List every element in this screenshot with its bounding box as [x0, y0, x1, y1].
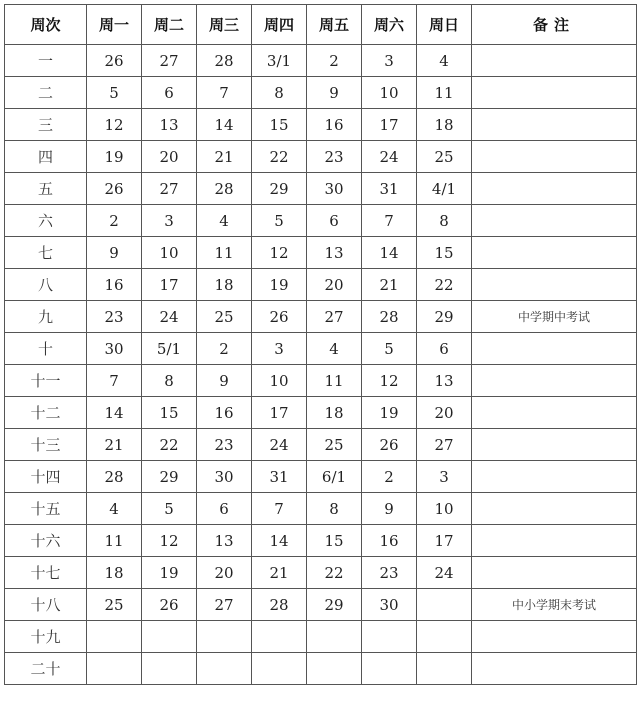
table-row [5, 109, 637, 141]
date-cell: 25 [417, 141, 472, 173]
table-body [5, 45, 637, 685]
date-cell: 18 [417, 109, 472, 141]
date-cell: 31 [362, 173, 417, 205]
date-cell: 24 [142, 301, 197, 333]
date-cell: 4 [87, 493, 142, 525]
date-cell: 4 [197, 205, 252, 237]
date-cell: 26 [87, 173, 142, 205]
date-cell: 18 [307, 397, 362, 429]
note-cell [472, 141, 637, 173]
note-cell [472, 333, 637, 365]
date-cell [252, 653, 307, 685]
date-cell: 8 [252, 77, 307, 109]
date-cell: 4 [417, 45, 472, 77]
date-cell: 26 [142, 589, 197, 621]
note-cell [472, 365, 637, 397]
note-cell [472, 621, 637, 653]
date-cell: 2 [87, 205, 142, 237]
date-cell: 2 [307, 45, 362, 77]
date-cell: 30 [197, 461, 252, 493]
date-cell: 4 [307, 333, 362, 365]
date-cell: 21 [87, 429, 142, 461]
date-cell: 24 [417, 557, 472, 589]
date-cell: 28 [252, 589, 307, 621]
date-cell: 17 [417, 525, 472, 557]
table-row [5, 493, 637, 525]
date-cell [417, 653, 472, 685]
date-cell: 3/1 [252, 45, 307, 77]
date-cell: 5/1 [142, 333, 197, 365]
week-number-cell: 三 [5, 109, 87, 141]
date-cell: 13 [417, 365, 472, 397]
table-row [5, 301, 637, 333]
date-cell: 28 [87, 461, 142, 493]
table-row [5, 237, 637, 269]
date-cell [197, 653, 252, 685]
note-cell [472, 653, 637, 685]
date-cell: 17 [252, 397, 307, 429]
table-header [5, 5, 637, 45]
date-cell: 30 [307, 173, 362, 205]
date-cell: 23 [197, 429, 252, 461]
date-cell: 7 [197, 77, 252, 109]
date-cell: 12 [142, 525, 197, 557]
date-cell: 5 [362, 333, 417, 365]
date-cell: 19 [87, 141, 142, 173]
date-cell: 30 [87, 333, 142, 365]
date-cell [362, 653, 417, 685]
date-cell: 2 [197, 333, 252, 365]
date-cell: 15 [417, 237, 472, 269]
date-cell: 9 [362, 493, 417, 525]
date-cell: 19 [362, 397, 417, 429]
date-cell: 16 [362, 525, 417, 557]
date-cell: 11 [417, 77, 472, 109]
note-cell [472, 237, 637, 269]
header-day: 周日 [417, 5, 472, 45]
date-cell: 29 [142, 461, 197, 493]
note-cell [472, 45, 637, 77]
date-cell: 10 [252, 365, 307, 397]
date-cell: 29 [417, 301, 472, 333]
date-cell: 18 [87, 557, 142, 589]
date-cell: 6 [142, 77, 197, 109]
school-calendar [4, 4, 636, 685]
date-cell [307, 653, 362, 685]
date-cell: 22 [252, 141, 307, 173]
date-cell: 8 [417, 205, 472, 237]
date-cell: 19 [252, 269, 307, 301]
week-number-cell: 一 [5, 45, 87, 77]
date-cell: 27 [197, 589, 252, 621]
date-cell: 12 [252, 237, 307, 269]
date-cell: 18 [197, 269, 252, 301]
date-cell [417, 621, 472, 653]
note-cell [472, 109, 637, 141]
date-cell: 28 [197, 173, 252, 205]
date-cell [252, 621, 307, 653]
date-cell: 14 [197, 109, 252, 141]
date-cell: 21 [197, 141, 252, 173]
week-number-cell: 二 [5, 77, 87, 109]
date-cell: 23 [87, 301, 142, 333]
week-number-cell: 十七 [5, 557, 87, 589]
table-row [5, 269, 637, 301]
note-cell [472, 77, 637, 109]
date-cell: 21 [362, 269, 417, 301]
date-cell: 14 [87, 397, 142, 429]
date-cell: 3 [142, 205, 197, 237]
date-cell: 15 [142, 397, 197, 429]
date-cell: 17 [142, 269, 197, 301]
date-cell: 7 [362, 205, 417, 237]
date-cell: 25 [87, 589, 142, 621]
date-cell: 22 [417, 269, 472, 301]
header-day: 周五 [307, 5, 362, 45]
week-number-cell: 二十 [5, 653, 87, 685]
date-cell: 3 [362, 45, 417, 77]
date-cell: 8 [307, 493, 362, 525]
date-cell: 6/1 [307, 461, 362, 493]
table-row [5, 557, 637, 589]
date-cell: 29 [307, 589, 362, 621]
date-cell: 25 [307, 429, 362, 461]
date-cell [307, 621, 362, 653]
date-cell: 16 [87, 269, 142, 301]
date-cell: 15 [252, 109, 307, 141]
date-cell: 14 [252, 525, 307, 557]
header-day: 周二 [142, 5, 197, 45]
note-cell [472, 173, 637, 205]
table-row [5, 333, 637, 365]
note-cell: 中小学期末考试 [472, 589, 637, 621]
date-cell: 14 [362, 237, 417, 269]
date-cell: 29 [252, 173, 307, 205]
date-cell: 3 [252, 333, 307, 365]
date-cell: 12 [362, 365, 417, 397]
table-row [5, 397, 637, 429]
table-row [5, 141, 637, 173]
date-cell: 5 [252, 205, 307, 237]
date-cell: 11 [197, 237, 252, 269]
date-cell: 5 [142, 493, 197, 525]
header-day: 周一 [87, 5, 142, 45]
note-cell [472, 269, 637, 301]
date-cell: 30 [362, 589, 417, 621]
date-cell [417, 589, 472, 621]
date-cell: 4/1 [417, 173, 472, 205]
table-row [5, 621, 637, 653]
date-cell: 16 [307, 109, 362, 141]
date-cell: 15 [307, 525, 362, 557]
date-cell: 10 [417, 493, 472, 525]
week-number-cell: 八 [5, 269, 87, 301]
note-cell [472, 493, 637, 525]
date-cell: 23 [362, 557, 417, 589]
week-number-cell: 七 [5, 237, 87, 269]
header-row [5, 5, 637, 45]
date-cell [142, 653, 197, 685]
date-cell: 10 [142, 237, 197, 269]
table-row [5, 461, 637, 493]
calendar-table [4, 4, 637, 685]
note-cell [472, 461, 637, 493]
date-cell [87, 653, 142, 685]
date-cell: 11 [307, 365, 362, 397]
week-number-cell: 五 [5, 173, 87, 205]
week-number-cell: 十二 [5, 397, 87, 429]
date-cell: 20 [197, 557, 252, 589]
date-cell: 6 [197, 493, 252, 525]
date-cell: 24 [362, 141, 417, 173]
date-cell: 11 [87, 525, 142, 557]
date-cell: 20 [142, 141, 197, 173]
week-number-cell: 十四 [5, 461, 87, 493]
date-cell: 28 [197, 45, 252, 77]
date-cell: 9 [87, 237, 142, 269]
week-number-cell: 十八 [5, 589, 87, 621]
week-number-cell: 四 [5, 141, 87, 173]
date-cell: 3 [417, 461, 472, 493]
date-cell: 9 [197, 365, 252, 397]
table-row [5, 45, 637, 77]
date-cell: 27 [417, 429, 472, 461]
note-cell [472, 205, 637, 237]
date-cell: 27 [142, 45, 197, 77]
table-row [5, 589, 637, 621]
table-row [5, 365, 637, 397]
week-number-cell: 九 [5, 301, 87, 333]
date-cell: 20 [307, 269, 362, 301]
date-cell: 6 [307, 205, 362, 237]
date-cell: 7 [87, 365, 142, 397]
date-cell: 24 [252, 429, 307, 461]
date-cell: 25 [197, 301, 252, 333]
date-cell: 9 [307, 77, 362, 109]
date-cell: 28 [362, 301, 417, 333]
note-cell: 中学期中考试 [472, 301, 637, 333]
table-row [5, 525, 637, 557]
date-cell: 12 [87, 109, 142, 141]
date-cell: 22 [307, 557, 362, 589]
date-cell [142, 621, 197, 653]
week-number-cell: 十五 [5, 493, 87, 525]
header-note: 备注 [472, 5, 637, 45]
table-row [5, 77, 637, 109]
date-cell: 27 [307, 301, 362, 333]
date-cell [87, 621, 142, 653]
note-cell [472, 429, 637, 461]
table-row [5, 653, 637, 685]
header-day: 周六 [362, 5, 417, 45]
table-row [5, 173, 637, 205]
header-day: 周四 [252, 5, 307, 45]
date-cell: 5 [87, 77, 142, 109]
date-cell: 27 [142, 173, 197, 205]
note-cell [472, 557, 637, 589]
date-cell: 16 [197, 397, 252, 429]
date-cell: 26 [87, 45, 142, 77]
date-cell: 8 [142, 365, 197, 397]
date-cell: 13 [142, 109, 197, 141]
date-cell: 17 [362, 109, 417, 141]
table-row [5, 205, 637, 237]
date-cell [362, 621, 417, 653]
week-number-cell: 十九 [5, 621, 87, 653]
week-number-cell: 十一 [5, 365, 87, 397]
date-cell: 20 [417, 397, 472, 429]
week-number-cell: 十三 [5, 429, 87, 461]
week-number-cell: 六 [5, 205, 87, 237]
date-cell: 2 [362, 461, 417, 493]
date-cell: 26 [362, 429, 417, 461]
header-week: 周次 [5, 5, 87, 45]
date-cell: 19 [142, 557, 197, 589]
date-cell: 22 [142, 429, 197, 461]
date-cell: 6 [417, 333, 472, 365]
date-cell: 21 [252, 557, 307, 589]
date-cell: 7 [252, 493, 307, 525]
date-cell: 31 [252, 461, 307, 493]
date-cell: 10 [362, 77, 417, 109]
date-cell: 23 [307, 141, 362, 173]
date-cell: 13 [307, 237, 362, 269]
note-cell [472, 397, 637, 429]
date-cell: 13 [197, 525, 252, 557]
date-cell [197, 621, 252, 653]
week-number-cell: 十 [5, 333, 87, 365]
table-row [5, 429, 637, 461]
week-number-cell: 十六 [5, 525, 87, 557]
note-cell [472, 525, 637, 557]
date-cell: 26 [252, 301, 307, 333]
header-day: 周三 [197, 5, 252, 45]
